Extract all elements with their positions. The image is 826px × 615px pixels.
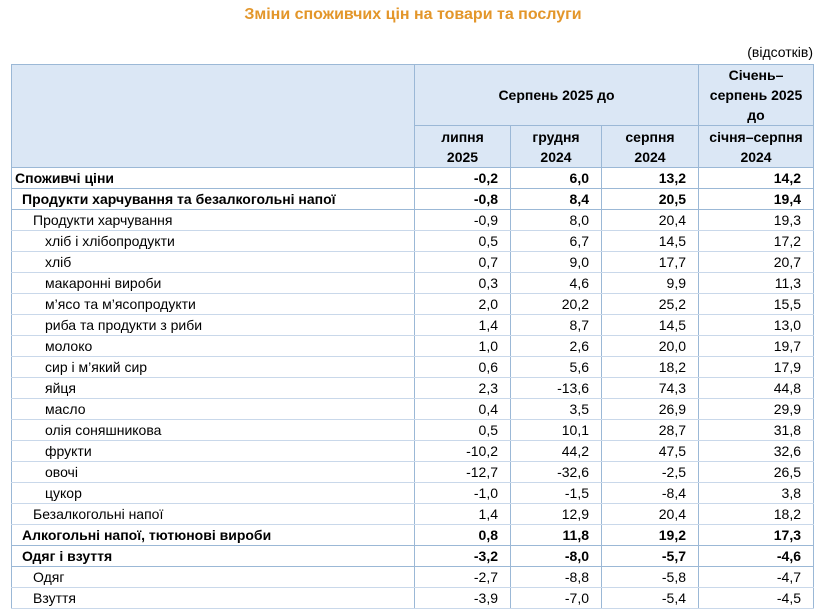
value-vs-august-2024: 28,7	[602, 420, 699, 441]
value-vs-december-2024: -1,5	[511, 483, 602, 504]
table-row	[12, 378, 814, 399]
row-label: хліб і хлібопродукти	[12, 231, 415, 252]
value-vs-july-2025: -3,9	[415, 588, 511, 609]
value-ytd: 17,9	[699, 357, 814, 378]
units-note: (відсотків)	[747, 44, 813, 60]
table-row	[12, 483, 814, 504]
value-ytd: 3,8	[699, 483, 814, 504]
value-vs-december-2024: 8,4	[511, 189, 602, 210]
value-ytd: 17,2	[699, 231, 814, 252]
value-ytd: 31,8	[699, 420, 814, 441]
table-row	[12, 294, 814, 315]
value-ytd: -4,5	[699, 588, 814, 609]
table-row	[12, 252, 814, 273]
value-vs-august-2024: 26,9	[602, 399, 699, 420]
value-ytd: 11,3	[699, 273, 814, 294]
row-label: масло	[12, 399, 415, 420]
row-label: цукор	[12, 483, 415, 504]
value-vs-december-2024: 44,2	[511, 441, 602, 462]
value-vs-july-2025: 2,0	[415, 294, 511, 315]
table-row	[12, 231, 814, 252]
table-row	[12, 441, 814, 462]
header-col-july-line2: 2025	[446, 148, 479, 165]
table-row	[12, 315, 814, 336]
value-vs-december-2024: 2,6	[511, 336, 602, 357]
table-row	[12, 462, 814, 483]
value-vs-august-2024: 13,2	[602, 168, 699, 189]
value-ytd: 19,4	[699, 189, 814, 210]
header-col-december-line2: 2024	[540, 148, 572, 165]
value-vs-august-2024: 20,4	[602, 210, 699, 231]
table-row	[12, 588, 814, 609]
value-ytd: 44,8	[699, 378, 814, 399]
table-row	[12, 525, 814, 546]
value-vs-december-2024: 8,7	[511, 315, 602, 336]
header-col-december	[511, 126, 602, 168]
table-row	[12, 504, 814, 525]
value-vs-august-2024: 19,2	[602, 525, 699, 546]
value-vs-august-2024: 20,4	[602, 504, 699, 525]
row-label: хліб	[12, 252, 415, 273]
value-ytd: 18,2	[699, 504, 814, 525]
value-vs-december-2024: 10,1	[511, 420, 602, 441]
value-vs-july-2025: -0,2	[415, 168, 511, 189]
row-label: Алкогольні напої, тютюнові вироби	[12, 525, 415, 546]
header-col-ytd-sub: січня–серпня 2024	[699, 126, 814, 168]
value-vs-august-2024: 20,5	[602, 189, 699, 210]
value-vs-august-2024: 9,9	[602, 273, 699, 294]
header-group-august: Серпень 2025 до	[415, 65, 699, 126]
value-vs-july-2025: 2,3	[415, 378, 511, 399]
value-ytd: 29,9	[699, 399, 814, 420]
table-row	[12, 336, 814, 357]
header-ytd: Січень–серпень 2025 до	[699, 65, 814, 126]
value-vs-december-2024: 6,7	[511, 231, 602, 252]
value-ytd: 15,5	[699, 294, 814, 315]
value-vs-august-2024: 25,2	[602, 294, 699, 315]
value-vs-august-2024: 14,5	[602, 315, 699, 336]
row-label: Одяг і взуття	[12, 546, 415, 567]
row-label: Продукти харчування та безалкогольні напої	[12, 189, 415, 210]
value-ytd: 20,7	[699, 252, 814, 273]
row-label: сир і м’який сир	[12, 357, 415, 378]
row-label: м’ясо та м’ясопродукти	[12, 294, 415, 315]
table-title: Зміни споживчих цін на товари та послуги	[244, 6, 582, 23]
table-row	[12, 357, 814, 378]
value-vs-december-2024: 8,0	[511, 210, 602, 231]
value-vs-august-2024: 18,2	[602, 357, 699, 378]
value-vs-august-2024: -5,4	[602, 588, 699, 609]
value-vs-august-2024: -2,5	[602, 462, 699, 483]
header-col-december-line1: грудня	[532, 128, 580, 145]
value-vs-july-2025: -2,7	[415, 567, 511, 588]
value-vs-july-2025: 1,0	[415, 336, 511, 357]
value-vs-august-2024: -8,4	[602, 483, 699, 504]
value-vs-july-2025: 1,4	[415, 315, 511, 336]
value-vs-december-2024: 20,2	[511, 294, 602, 315]
value-vs-august-2024: 47,5	[602, 441, 699, 462]
value-vs-july-2025: 0,7	[415, 252, 511, 273]
value-vs-july-2025: -12,7	[415, 462, 511, 483]
table-row	[12, 210, 814, 231]
value-ytd: -4,7	[699, 567, 814, 588]
value-vs-august-2024: 17,7	[602, 252, 699, 273]
row-label: яйця	[12, 378, 415, 399]
value-vs-july-2025: 0,4	[415, 399, 511, 420]
value-ytd: 13,0	[699, 315, 814, 336]
row-label: Взуття	[12, 588, 415, 609]
value-vs-december-2024: 5,6	[511, 357, 602, 378]
header-col-july-line1: липня	[441, 128, 484, 145]
value-ytd: 26,5	[699, 462, 814, 483]
value-vs-august-2024: 20,0	[602, 336, 699, 357]
price-change-table	[11, 64, 814, 609]
value-vs-july-2025: -0,9	[415, 210, 511, 231]
value-ytd: 19,7	[699, 336, 814, 357]
table-row	[12, 399, 814, 420]
value-ytd: 17,3	[699, 525, 814, 546]
row-label: риба та продукти з риби	[12, 315, 415, 336]
value-vs-august-2024: 74,3	[602, 378, 699, 399]
value-ytd: -4,6	[699, 546, 814, 567]
value-vs-august-2024: -5,8	[602, 567, 699, 588]
row-label: Безалкогольні напої	[12, 504, 415, 525]
value-vs-july-2025: 0,3	[415, 273, 511, 294]
value-vs-december-2024: 4,6	[511, 273, 602, 294]
value-vs-july-2025: 0,5	[415, 420, 511, 441]
value-vs-july-2025: -10,2	[415, 441, 511, 462]
value-vs-august-2024: -5,7	[602, 546, 699, 567]
value-ytd: 14,2	[699, 168, 814, 189]
row-label: Продукти харчування	[12, 210, 415, 231]
value-vs-july-2025: 0,6	[415, 357, 511, 378]
header-col-august-line1: серпня	[625, 128, 675, 145]
value-vs-december-2024: -7,0	[511, 588, 602, 609]
value-vs-december-2024: 6,0	[511, 168, 602, 189]
table-row	[12, 273, 814, 294]
row-label: олія соняшникова	[12, 420, 415, 441]
header-col-july	[415, 126, 511, 168]
value-vs-december-2024: 3,5	[511, 399, 602, 420]
value-vs-december-2024: -32,6	[511, 462, 602, 483]
value-vs-december-2024: 12,9	[511, 504, 602, 525]
value-vs-december-2024: 9,0	[511, 252, 602, 273]
header-col-august	[602, 126, 699, 168]
row-label: Споживчі ціни	[12, 168, 415, 189]
header-col-august-line2: 2024	[634, 148, 666, 165]
value-vs-july-2025: -3,2	[415, 546, 511, 567]
table-row	[12, 189, 814, 210]
row-label: Одяг	[12, 567, 415, 588]
value-vs-december-2024: -8,0	[511, 546, 602, 567]
value-vs-december-2024: 11,8	[511, 525, 602, 546]
row-label: овочі	[12, 462, 415, 483]
row-label: молоко	[12, 336, 415, 357]
value-vs-july-2025: 0,5	[415, 231, 511, 252]
value-vs-july-2025: 0,8	[415, 525, 511, 546]
table-row	[12, 420, 814, 441]
value-vs-december-2024: -13,6	[511, 378, 602, 399]
value-vs-august-2024: 14,5	[602, 231, 699, 252]
row-label: макаронні вироби	[12, 273, 415, 294]
value-ytd: 32,6	[699, 441, 814, 462]
table-row	[12, 168, 814, 189]
table-row	[12, 567, 814, 588]
value-vs-july-2025: -0,8	[415, 189, 511, 210]
header-blank-cell	[12, 65, 415, 168]
value-vs-july-2025: -1,0	[415, 483, 511, 504]
value-vs-december-2024: -8,8	[511, 567, 602, 588]
table-row	[12, 546, 814, 567]
value-ytd: 19,3	[699, 210, 814, 231]
value-vs-july-2025: 1,4	[415, 504, 511, 525]
row-label: фрукти	[12, 441, 415, 462]
